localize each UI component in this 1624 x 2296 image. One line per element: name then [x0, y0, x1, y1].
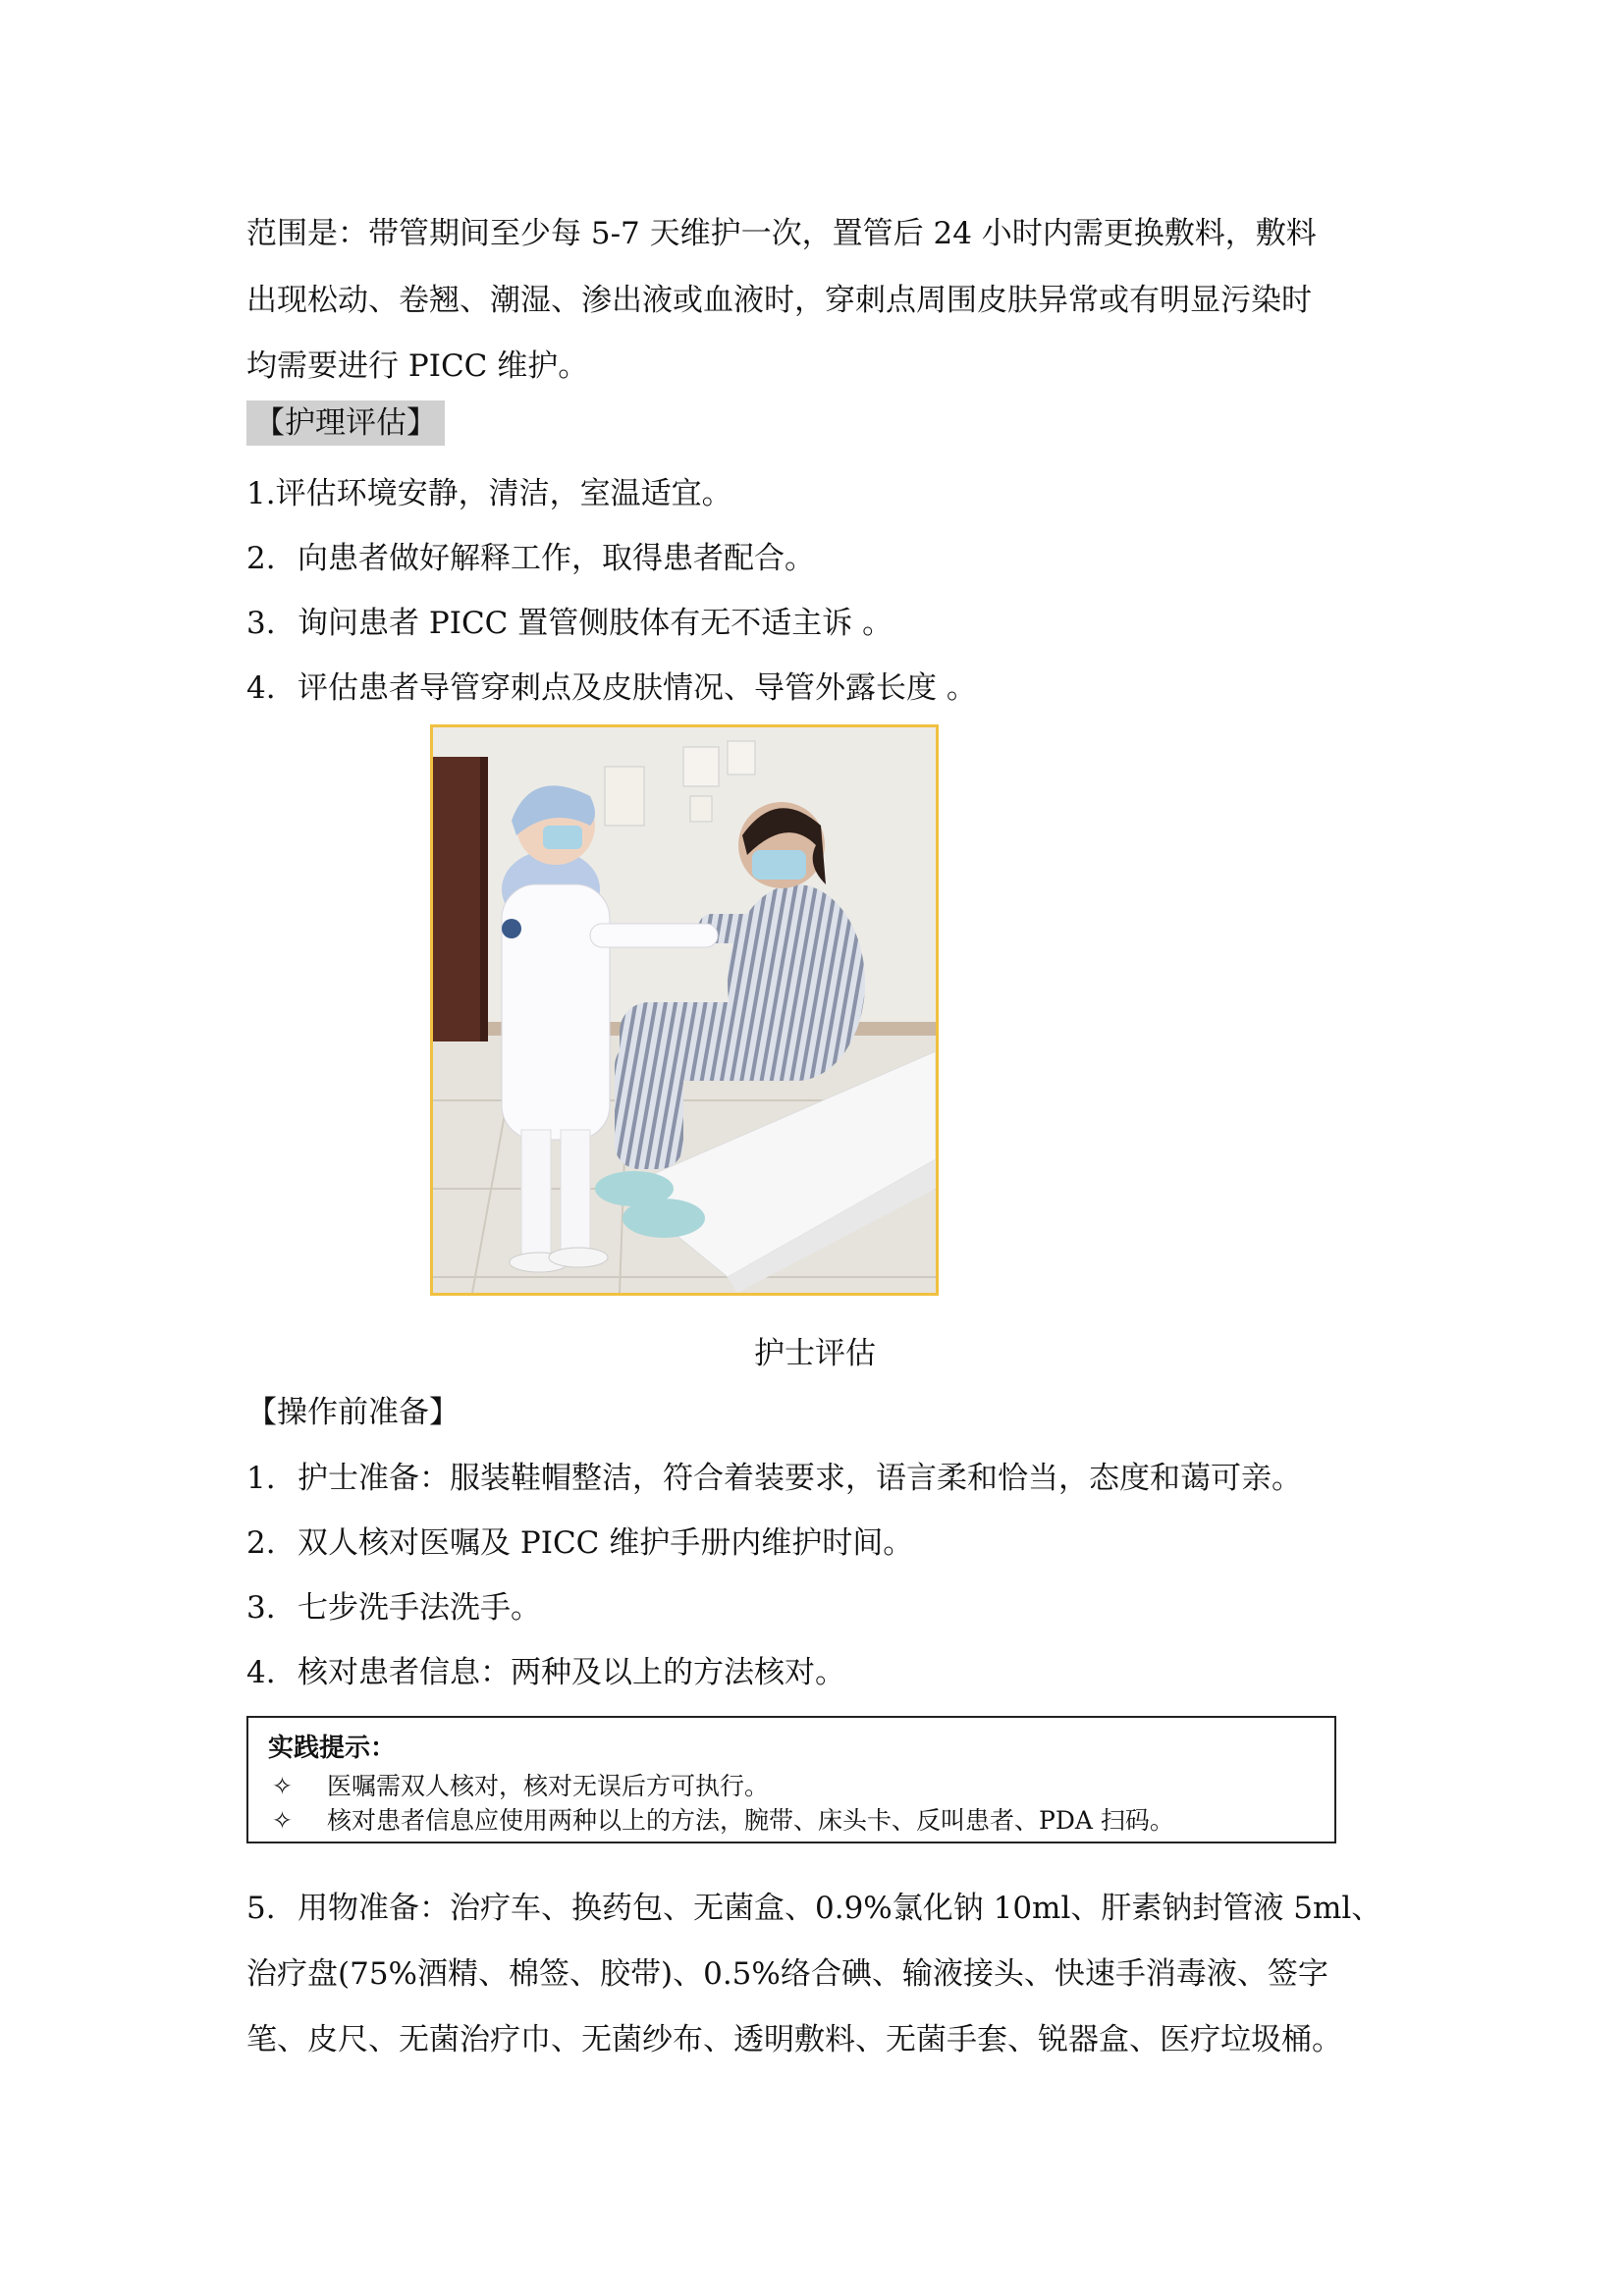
section-heading-assessment: 【护理评估】 — [246, 400, 445, 446]
item-number: 4. — [246, 670, 276, 706]
item-text: 核对患者信息：两种及以上的方法核对。 — [298, 1655, 845, 1690]
item-number: 4. — [246, 1655, 276, 1690]
item-text: 护士准备：服装鞋帽整洁，符合着装要求，语言柔和恰当，态度和蔼可亲。 — [298, 1461, 1302, 1496]
item-text: 双人核对医嘱及 PICC 维护手册内维护时间。 — [298, 1525, 914, 1561]
item-number: 1. — [246, 476, 276, 511]
figure-caption: 护士评估 — [754, 1336, 876, 1371]
assessment-item — [246, 663, 977, 707]
sparkle-bullet-icon: ✧ — [272, 1806, 293, 1835]
item-number: 2. — [246, 541, 276, 576]
intro-line: 范围是：带管期间至少每 5-7 天维护一次，置管后 24 小时内需更换敷料，敷料 — [246, 216, 1317, 251]
item-number: 1. — [246, 1461, 276, 1496]
nurse-assessment-photo — [430, 724, 939, 1296]
sparkle-bullet-icon: ✧ — [272, 1772, 293, 1800]
supplies-line — [246, 1883, 1381, 1927]
supplies-text: 用物准备：治疗车、换药包、无菌盒、0.9%氯化钠 10ml、肝素钠封管液 5ml、 — [298, 1891, 1382, 1926]
intro-line: 出现松动、卷翘、潮湿、渗出液或血液时，穿刺点周围皮肤异常或有明显污染时 — [246, 283, 1312, 318]
tips-title: 实践提示： — [268, 1734, 397, 1763]
tip-item — [272, 1767, 769, 1802]
preparation-item — [246, 1582, 541, 1627]
item-text: 评估环境安静，清洁，室温适宜。 — [275, 476, 732, 511]
section-heading-preparation: 【操作前准备】 — [246, 1395, 460, 1430]
assessment-item — [246, 598, 893, 642]
intro-line: 均需要进行 PICC 维护。 — [246, 348, 589, 384]
practice-tips-box — [246, 1716, 1336, 1843]
item-text: 向患者做好解释工作，取得患者配合。 — [298, 541, 815, 576]
assessment-item — [246, 533, 815, 577]
item-text: 评估患者导管穿刺点及皮肤情况、导管外露长度 。 — [298, 670, 977, 706]
preparation-item — [246, 1647, 845, 1691]
preparation-item — [246, 1518, 913, 1562]
preparation-item — [246, 1453, 1302, 1497]
tip-text: 医嘱需双人核对，核对无误后方可执行。 — [327, 1772, 770, 1800]
item-number: 2. — [246, 1525, 276, 1561]
item-number: 5. — [246, 1891, 276, 1926]
assessment-item — [246, 468, 732, 512]
item-number: 3. — [246, 1590, 276, 1626]
item-number: 3. — [246, 606, 276, 641]
tip-item — [272, 1801, 1174, 1837]
tip-text: 核对患者信息应使用两种以上的方法，腕带、床头卡、反叫患者、PDA 扫码。 — [327, 1806, 1174, 1835]
supplies-line: 治疗盘(75%酒精、棉签、胶带)、0.5%络合碘、输液接头、快速手消毒液、签字 — [246, 1956, 1328, 1992]
item-text: 询问患者 PICC 置管侧肢体有无不适主诉 。 — [298, 606, 893, 641]
item-text: 七步洗手法洗手。 — [298, 1590, 541, 1626]
supplies-line: 笔、皮尺、无菌治疗巾、无菌纱布、透明敷料、无菌手套、锐器盒、医疗垃圾桶。 — [246, 2022, 1342, 2057]
